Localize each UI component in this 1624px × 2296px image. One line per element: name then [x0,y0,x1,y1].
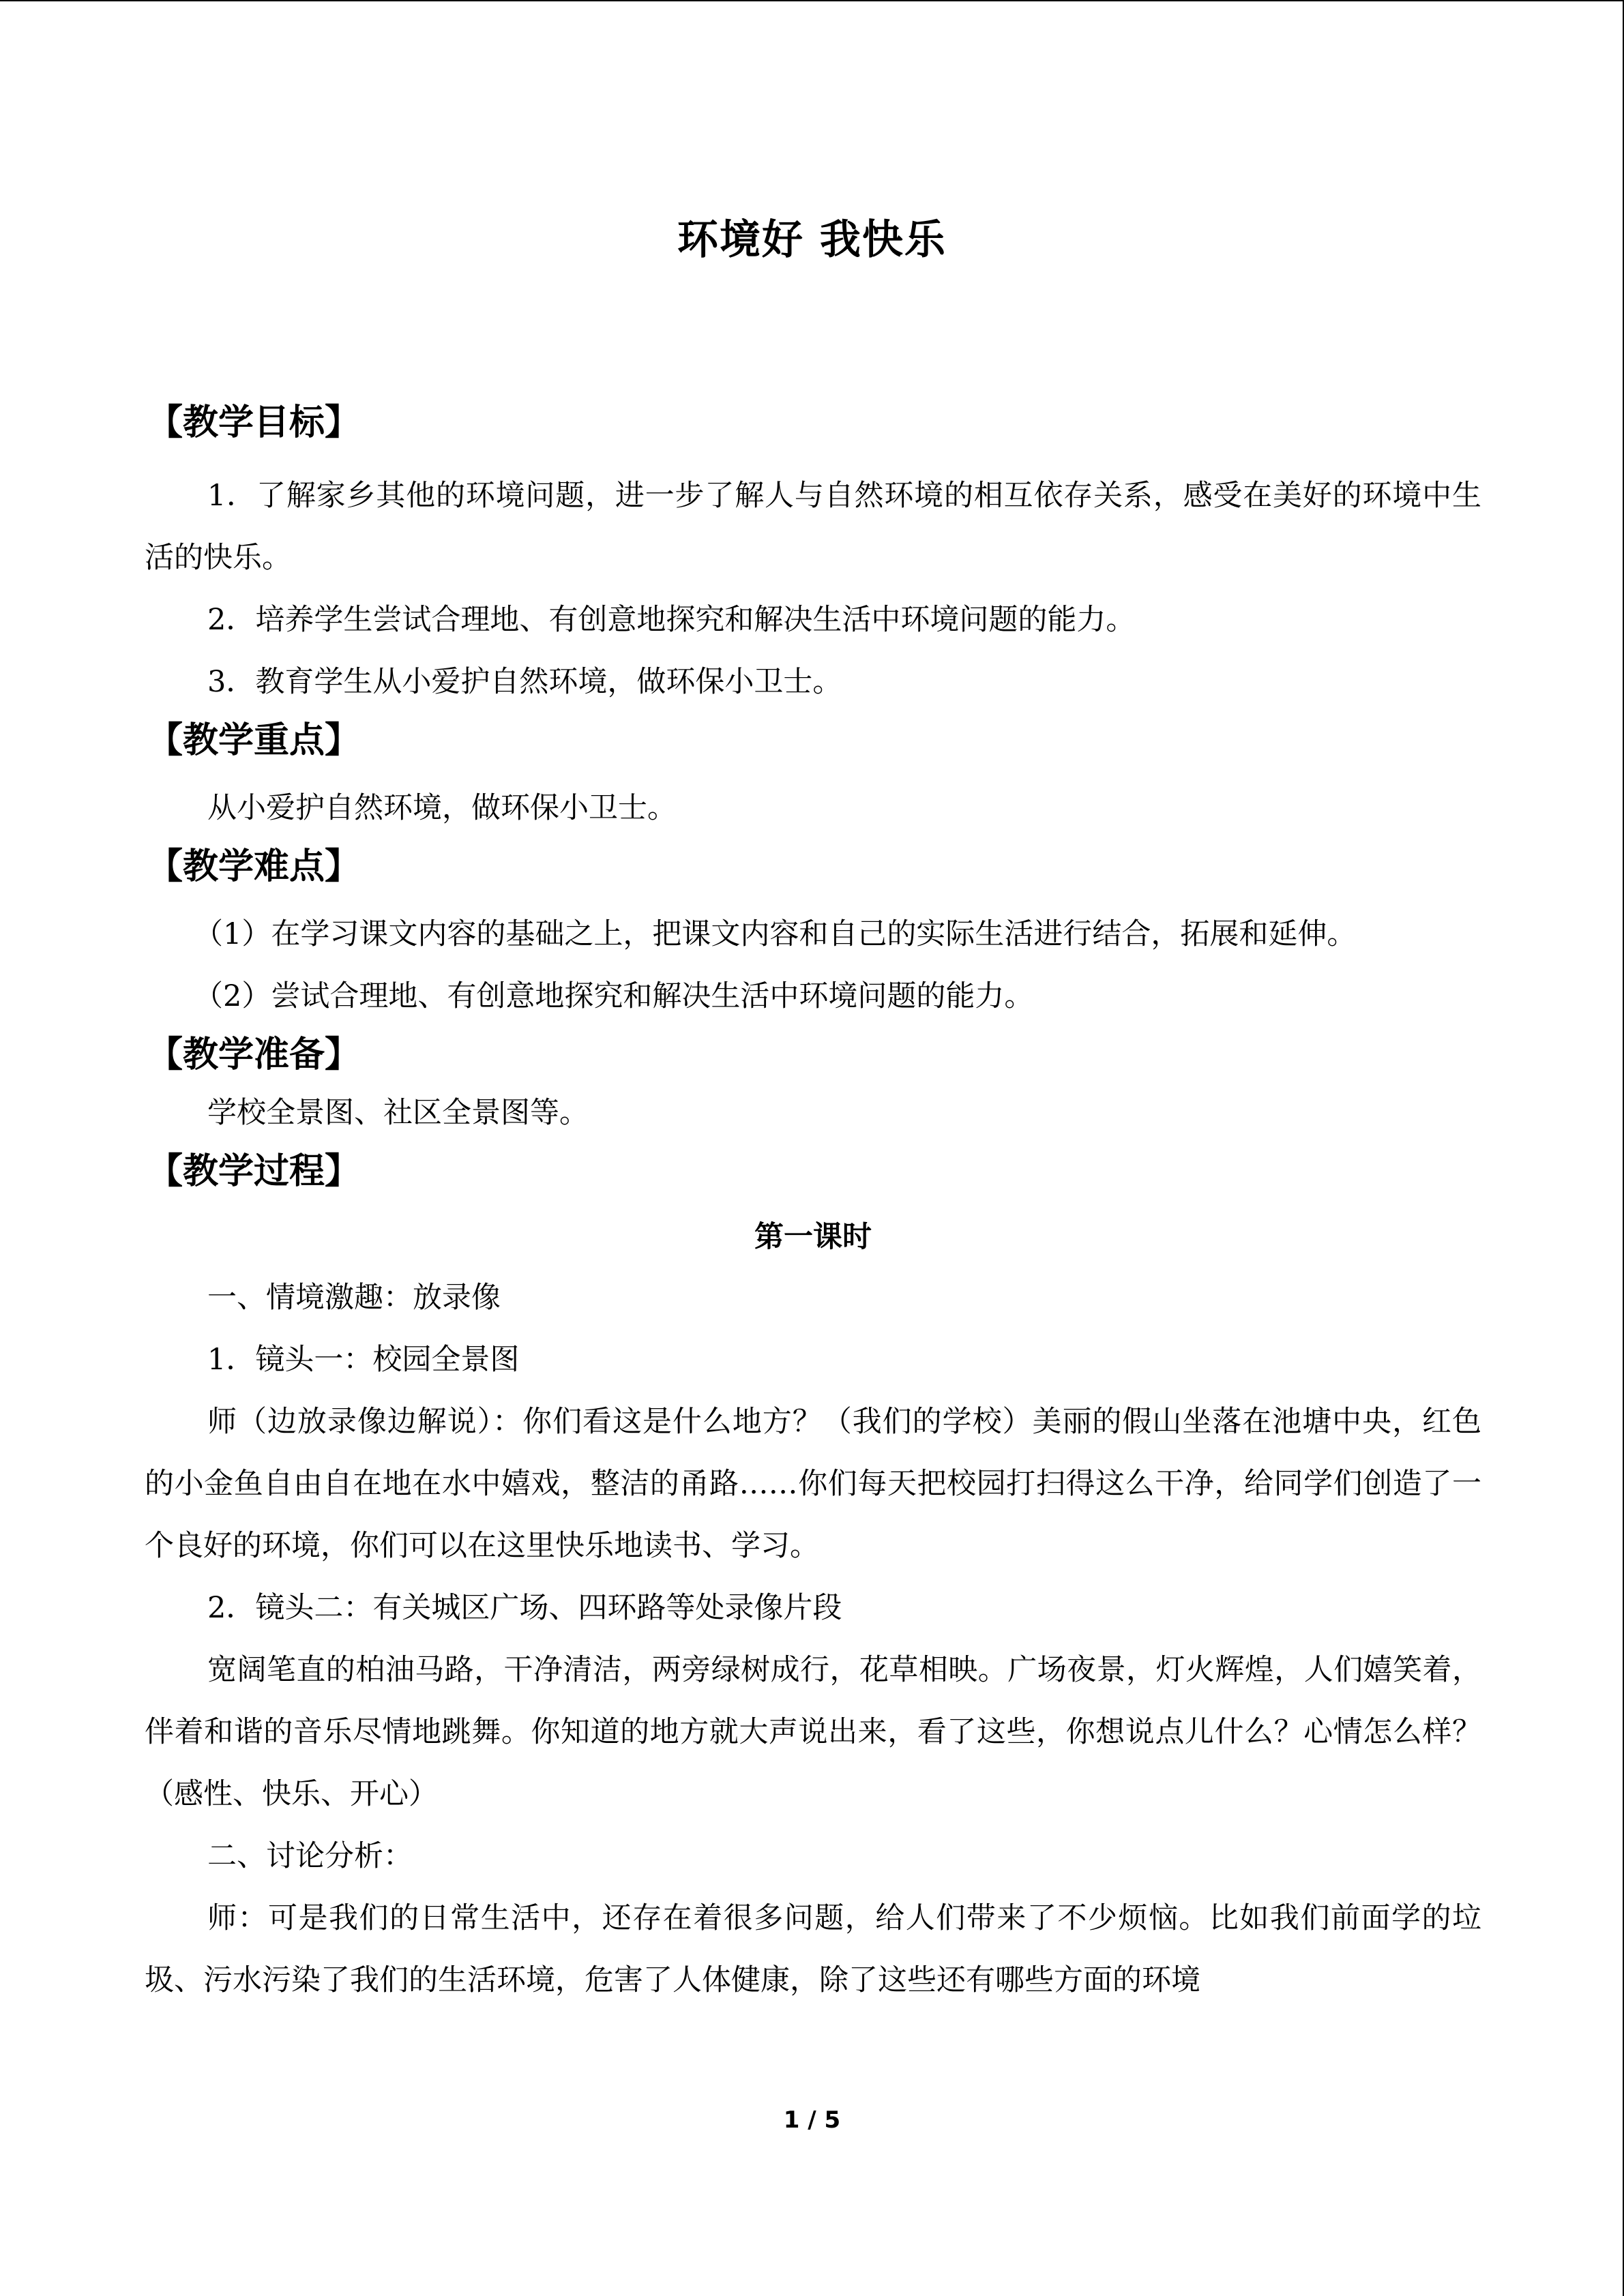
process-paragraph: 师（边放录像边解说）：你们看这是什么地方？（我们的学校）美丽的假山坐落在池塘中央，红色的小金鱼自由自在地在水中嬉戏，整洁的甬路……你们每天把校园打扫得这么干净，给同学们创造了一个良好的环境，你们可以在这里快乐地读书、学习。 [145,1405,1481,1563]
page-number: 1 / 5 [783,2106,841,2134]
process-paragraph: 二、讨论分析： [207,1839,413,1873]
heading-key-points: 【教学重点】 [147,720,361,761]
process-paragraph: 2．镜头二：有关城区广场、四环路等处录像片段 [207,1591,842,1625]
heading-objectives: 【教学目标】 [147,402,361,443]
process-paragraph: 一、情境激趣：放录像 [207,1281,501,1315]
document-body [145,383,1481,2012]
difficulty-item-2: （2）尝试合理地、有创意地探究和解决生活中环境问题的能力。 [194,979,1034,1013]
key-points-text: 从小爱护自然环境，做环保小卫士。 [207,791,677,825]
heading-difficulties: 【教学难点】 [147,846,361,887]
heading-preparation: 【教学准备】 [147,1034,361,1075]
process-paragraph: 宽阔笔直的柏油马路，干净清洁，两旁绿树成行，花草相映。广场夜景，灯火辉煌，人们嬉笑着，伴着和谐的音乐尽情地跳舞。你知道的地方就大声说出来，看了这些，你想说点儿什么？心情怎么样？（感性、快乐、开心） [145,1653,1481,1811]
preparation-text: 学校全景图、社区全景图等。 [207,1096,589,1130]
process-paragraph: 1．镜头一：校园全景图 [207,1343,520,1377]
objective-item-3: 3．教育学生从小爱护自然环境，做环保小卫士。 [207,665,842,699]
heading-process: 【教学过程】 [147,1151,361,1192]
objective-item-1: 1．了解家乡其他的环境问题，进一步了解人与自然环境的相互依存关系，感受在美好的环境中生活的快乐。 [145,479,1481,575]
objective-item-2: 2．培养学生尝试合理地、有创意地探究和解决生活中环境问题的能力。 [207,603,1136,637]
document-title: 环境好 我快乐 [677,216,947,264]
difficulty-item-1: （1）在学习课文内容的基础之上，把课文内容和自己的实际生活进行结合，拓展和延伸。 [194,917,1357,951]
lesson-title: 第一课时 [754,1220,872,1254]
process-paragraph: 师：可是我们的日常生活中，还存在着很多问题，给人们带来了不少烦恼。比如我们前面学的垃圾、污水污染了我们的生活环境，危害了人体健康，除了这些还有哪些方面的环境 [145,1901,1481,1997]
